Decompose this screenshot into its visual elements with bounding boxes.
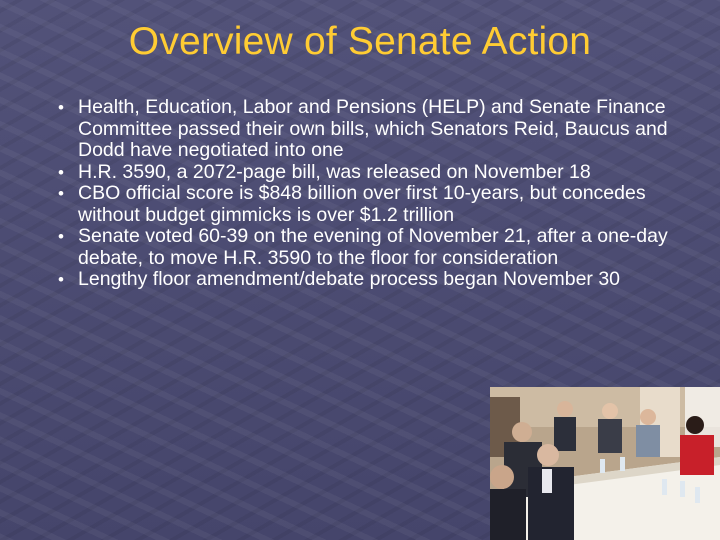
bullet-item <box>58 226 678 269</box>
bullet-item <box>58 162 678 184</box>
bullet-item <box>58 183 678 226</box>
bullet-text: H.R. 3590, a 2072-page bill, was released on November 18 <box>78 160 591 183</box>
meeting-photo-illustration <box>490 387 720 540</box>
senators-meeting-photo <box>490 387 720 540</box>
bullet-icon: • <box>58 227 64 246</box>
bullet-text: Health, Education, Labor and Pensions (HELP) and Senate Finance Committee passed their own bills, which Senators Reid, Baucus and Dodd have negotiated into one <box>78 96 668 161</box>
bullet-item <box>58 269 678 291</box>
bullet-icon: • <box>58 162 64 182</box>
bullet-list <box>58 97 678 291</box>
bullet-icon: • <box>58 184 64 203</box>
bullet-item <box>58 97 678 162</box>
bullet-icon: • <box>58 98 64 117</box>
bullet-text: Senate voted 60-39 on the evening of November 21, after a one-day debate, to move H.R. 3590 to the floor for consideration <box>78 225 668 269</box>
bullet-icon: • <box>58 270 64 289</box>
slide-title: Overview of Senate Action <box>128 20 592 63</box>
bullet-text: Lengthy floor amendment/debate process began November 30 <box>78 268 621 290</box>
bullet-text: CBO official score is $848 billion over first 10-years, but concedes without budget gimmicks is over $1.2 trillion <box>78 182 646 226</box>
